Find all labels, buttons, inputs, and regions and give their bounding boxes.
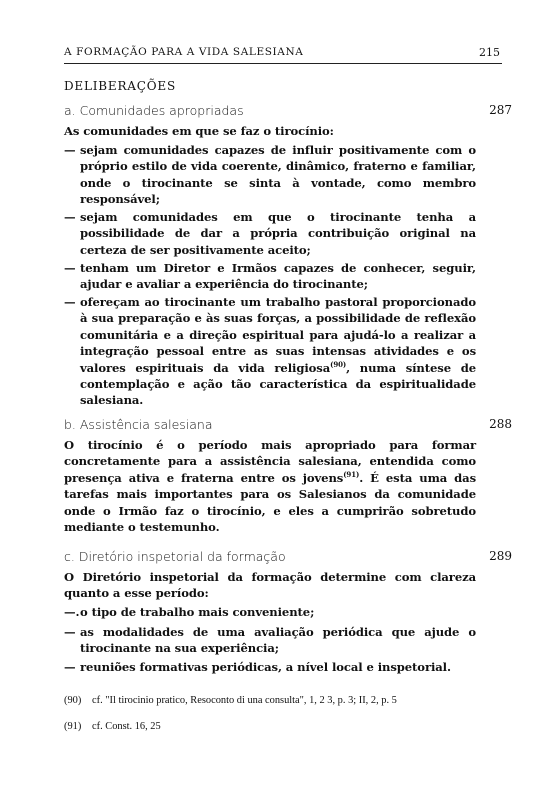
dash-marker: —. xyxy=(64,605,80,619)
item-text: o tipo de trabalho mais conveniente; xyxy=(80,605,315,619)
item-text: sejam comunidades em que o tirocinante tenha a possibilidade de dar a própria contribuição original na certeza de ser positivamente aceito; xyxy=(80,210,476,257)
subsection-c-intro: O Diretório inspetorial da formação determine com clareza quanto a esse período: xyxy=(64,570,476,601)
footnote-91 xyxy=(64,720,484,733)
subsection-b-number: 288 xyxy=(489,417,512,431)
subsection-c-item-3 xyxy=(64,659,476,675)
subsection-a-item-4 xyxy=(64,294,476,409)
item-text: tenham um Diretor e Irmãos capazes de conhecer, seguir, ajudar e avaliar a experiência do tirocinante; xyxy=(80,261,476,292)
dash-marker: — xyxy=(64,660,76,674)
item-text-part: ofereçam ao tirocinante um trabalho pastoral proporcionado à sua preparação e às suas forças, a possibilidade de reflexão comunitária e a direção espiritual para ajudá-lo a realizar a integração pessoal entre as suas intensas atividades e os valores espirituais da vida religiosa xyxy=(80,295,476,375)
section-title: DELIBERAÇÕES xyxy=(64,79,176,93)
item-text-part: , numa síntese de contemplação e ação tão característica da espiritualidade salesiana. xyxy=(80,360,477,408)
footnote-90 xyxy=(64,694,484,707)
footnote-text: cf. "Il tirocinio pratico, Resoconto di una consulta", 1, 2 3, p. 3; II, 2, p. 5 xyxy=(92,695,397,706)
subsection-a-heading xyxy=(64,103,514,121)
subsection-a-intro: As comunidades em que se faz o tirocínio: xyxy=(64,124,334,138)
paragraph-text-part: . É esta uma das tarefas mais importantes para os Salesianos da comunidade onde o Irmão faz o tirocínio, e eles a cumprirão sobretudo mediante o testemunho. xyxy=(64,470,477,535)
subsection-a-item-2 xyxy=(64,209,476,258)
dash-marker: — xyxy=(64,261,76,275)
paragraph-text-part: O tirocínio é o período mais apropriado para formar concretamente para a assistência salesiana, entendida como presença ativa e fraterna entre os jovens xyxy=(64,438,476,485)
subsection-c-item-1 xyxy=(64,604,476,620)
footnote-number: (91) xyxy=(64,721,82,732)
subsection-c-item-2 xyxy=(64,624,476,657)
subsection-c-number: 289 xyxy=(489,549,512,563)
item-text xyxy=(80,294,476,409)
running-header xyxy=(64,41,502,64)
subsection-b-paragraph xyxy=(64,437,476,535)
dash-marker: — xyxy=(64,143,76,157)
subsection-a-item-3 xyxy=(64,260,476,293)
running-title: A FORMAÇÃO PARA A VIDA SALESIANA xyxy=(64,46,304,58)
subsection-c-label: c. Diretório inspetorial da formação xyxy=(64,549,286,564)
subsection-a-number: 287 xyxy=(489,103,512,117)
footnote-ref-90: (90) xyxy=(330,359,347,369)
item-text: as modalidades de uma avaliação periódica que ajude o tirocinante na sua experiência; xyxy=(80,625,476,656)
subsection-a-item-1 xyxy=(64,142,476,208)
subsection-b-label: b. Assistência salesiana xyxy=(64,417,213,432)
dash-marker: — xyxy=(64,625,76,639)
item-text: reuniões formativas periódicas, a nível local e inspetorial. xyxy=(80,660,451,674)
subsection-a-label: a. Comunidades apropriadas xyxy=(64,103,244,118)
subsection-c-heading xyxy=(64,549,514,567)
dash-marker: — xyxy=(64,210,76,224)
dash-marker: — xyxy=(64,295,76,309)
footnote-number: (90) xyxy=(64,695,82,706)
page-number: 215 xyxy=(479,46,500,59)
footnote-text: cf. Const. 16, 25 xyxy=(92,721,161,732)
footnote-ref-91: (91) xyxy=(343,469,360,479)
subsection-b-heading xyxy=(64,417,514,435)
item-text: sejam comunidades capazes de influir positivamente com o próprio estilo de vida coerente, dinâmico, fraterno e familiar, onde o tirocinante se sinta à vontade, como membro responsável; xyxy=(80,143,476,207)
